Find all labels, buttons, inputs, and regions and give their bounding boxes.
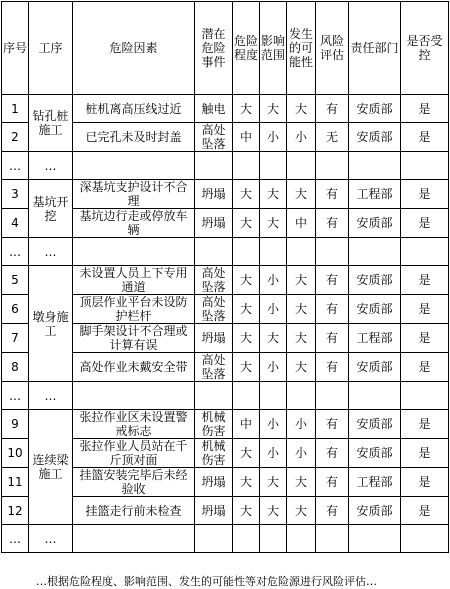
cell-seq: 5 [2, 266, 29, 295]
cell-event: 坍塌 [195, 324, 233, 353]
ellipsis-cell [260, 238, 287, 266]
ellipsis-cell [316, 382, 349, 410]
cell-assessment: 无 [316, 123, 349, 152]
cell-assessment: 有 [316, 353, 349, 382]
ellipsis-cell [233, 152, 260, 180]
cell-factor: 已完孔未及时封盖 [73, 123, 195, 152]
cell-degree: 大 [233, 209, 260, 238]
cell-scope: 大 [260, 468, 287, 497]
ellipsis-cell [260, 382, 287, 410]
footer-text: …根据危险程度、影响范围、发生的可能性等对危险源进行风险评估… [36, 575, 377, 588]
cell-possibility: 小 [287, 410, 316, 439]
cell-factor: 未设置人员上下专用通道 [73, 266, 195, 295]
ellipsis-cell [316, 152, 349, 180]
cell-factor: 桩机离高压线过近 [73, 95, 195, 123]
cell-dept: 工程部 [349, 468, 401, 497]
cell-degree: 大 [233, 497, 260, 525]
ellipsis-cell [316, 525, 349, 553]
cell-degree: 大 [233, 353, 260, 382]
ellipsis-cell [233, 382, 260, 410]
cell-possibility: 大 [287, 180, 316, 209]
ellipsis-row [2, 152, 449, 180]
ellipsis-cell [349, 152, 401, 180]
ellipsis-cell [349, 238, 401, 266]
cell-controlled: 是 [401, 123, 449, 152]
cell-event: 机械伤害 [195, 410, 233, 439]
cell-event: 高处坠落 [195, 295, 233, 324]
cell-seq: 10 [2, 439, 29, 468]
cell-factor: 高处作业未戴安全带 [73, 353, 195, 382]
cell-event: 坍塌 [195, 180, 233, 209]
group-drill: 钻孔桩施工 [29, 95, 73, 152]
header-controlled: 是否受控 [401, 2, 449, 95]
header-possibility: 发生的可能性 [287, 2, 316, 95]
cell-seq: 7 [2, 324, 29, 353]
ellipsis-cell [316, 238, 349, 266]
cell-controlled: 是 [401, 180, 449, 209]
cell-assessment: 有 [316, 439, 349, 468]
ellipsis-cell [260, 152, 287, 180]
cell-degree: 大 [233, 439, 260, 468]
cell-factor: 基坑边行走或停放车辆 [73, 209, 195, 238]
cell-degree: 中 [233, 410, 260, 439]
cell-seq: 1 [2, 95, 29, 123]
cell-degree: 中 [233, 123, 260, 152]
header-row [2, 2, 449, 95]
cell-factor: 脚手架设计不合理或计算有误 [73, 324, 195, 353]
cell-scope: 小 [260, 439, 287, 468]
ellipsis-cell [349, 525, 401, 553]
ellipsis-cell [401, 152, 449, 180]
ellipsis-cell: … [2, 382, 29, 410]
cell-factor: 顶层作业平台未设防护栏杆 [73, 295, 195, 324]
cell-possibility: 小 [287, 439, 316, 468]
ellipsis-cell [233, 525, 260, 553]
cell-seq: 2 [2, 123, 29, 152]
cell-seq: 9 [2, 410, 29, 439]
header-scope: 影响范围 [260, 2, 287, 95]
ellipsis-cell [195, 382, 233, 410]
ellipsis-cell [73, 238, 195, 266]
cell-dept: 安质部 [349, 295, 401, 324]
ellipsis-cell [195, 238, 233, 266]
cell-dept: 安质部 [349, 123, 401, 152]
cell-scope: 小 [260, 123, 287, 152]
ellipsis-cell [287, 525, 316, 553]
ellipsis-cell [195, 525, 233, 553]
ellipsis-cell [349, 382, 401, 410]
ellipsis-cell: … [2, 525, 29, 553]
cell-event: 高处坠落 [195, 266, 233, 295]
cell-degree: 大 [233, 266, 260, 295]
ellipsis-cell: … [2, 238, 29, 266]
cell-controlled: 是 [401, 266, 449, 295]
cell-scope: 大 [260, 180, 287, 209]
cell-factor: 深基坑支护设计不合理 [73, 180, 195, 209]
cell-dept: 安质部 [349, 353, 401, 382]
cell-event: 机械伤害 [195, 439, 233, 468]
header-assessment: 风险评估 [316, 2, 349, 95]
cell-dept: 安质部 [349, 95, 401, 123]
cell-possibility: 小 [287, 123, 316, 152]
ellipsis-cell [401, 382, 449, 410]
cell-assessment: 有 [316, 266, 349, 295]
header-dept: 责任部门 [349, 2, 401, 95]
cell-controlled: 是 [401, 295, 449, 324]
cell-controlled: 是 [401, 324, 449, 353]
group-pit: 基坑开挖 [29, 180, 73, 238]
cell-scope: 大 [260, 95, 287, 123]
cell-factor: 张拉作业人员站在千斤顶对面 [73, 439, 195, 468]
cell-controlled: 是 [401, 497, 449, 525]
cell-scope: 大 [260, 497, 287, 525]
cell-controlled: 是 [401, 439, 449, 468]
ellipsis-cell [287, 238, 316, 266]
cell-assessment: 有 [316, 497, 349, 525]
cell-possibility: 中 [287, 209, 316, 238]
cell-event: 坍塌 [195, 209, 233, 238]
cell-dept: 工程部 [349, 180, 401, 209]
cell-possibility: 大 [287, 353, 316, 382]
ellipsis-cell [73, 152, 195, 180]
cell-controlled: 是 [401, 95, 449, 123]
cell-controlled: 是 [401, 209, 449, 238]
cell-seq: 11 [2, 468, 29, 497]
cell-assessment: 有 [316, 95, 349, 123]
ellipsis-cell: … [29, 525, 73, 553]
cell-scope: 小 [260, 295, 287, 324]
group-beam: 连续梁施工 [29, 410, 73, 525]
cell-scope: 大 [260, 209, 287, 238]
cell-degree: 大 [233, 180, 260, 209]
cell-possibility: 大 [287, 497, 316, 525]
ellipsis-row [2, 238, 449, 266]
cell-dept: 安质部 [349, 209, 401, 238]
cell-scope: 大 [260, 324, 287, 353]
cell-seq: 12 [2, 497, 29, 525]
cell-seq: 6 [2, 295, 29, 324]
cell-degree: 大 [233, 324, 260, 353]
header-process: 工序 [29, 2, 73, 95]
ellipsis-cell [73, 382, 195, 410]
cell-event: 触电 [195, 95, 233, 123]
header-event: 潜在危险事件 [195, 2, 233, 95]
cell-seq: 3 [2, 180, 29, 209]
header-factor: 危险因素 [73, 2, 195, 95]
cell-seq: 4 [2, 209, 29, 238]
cell-possibility: 大 [287, 95, 316, 123]
cell-event: 坍塌 [195, 468, 233, 497]
ellipsis-cell [401, 238, 449, 266]
cell-dept: 安质部 [349, 439, 401, 468]
cell-scope: 小 [260, 266, 287, 295]
cell-controlled: 是 [401, 353, 449, 382]
risk-table [1, 1, 449, 553]
cell-assessment: 有 [316, 295, 349, 324]
ellipsis-cell [233, 238, 260, 266]
header-seq: 序号 [2, 2, 29, 95]
ellipsis-cell: … [29, 152, 73, 180]
cell-assessment: 有 [316, 410, 349, 439]
table-row [2, 95, 449, 123]
cell-degree: 大 [233, 295, 260, 324]
cell-factor: 挂篮走行前未检查 [73, 497, 195, 525]
ellipsis-row [2, 382, 449, 410]
table-row [2, 180, 449, 209]
table-row [2, 266, 449, 295]
cell-assessment: 有 [316, 209, 349, 238]
cell-seq: 8 [2, 353, 29, 382]
cell-event: 高处坠落 [195, 123, 233, 152]
cell-degree: 大 [233, 95, 260, 123]
cell-scope: 小 [260, 353, 287, 382]
cell-assessment: 有 [316, 180, 349, 209]
cell-controlled: 是 [401, 468, 449, 497]
cell-possibility: 大 [287, 295, 316, 324]
cell-dept: 安质部 [349, 410, 401, 439]
cell-possibility: 大 [287, 266, 316, 295]
cell-possibility: 大 [287, 324, 316, 353]
cell-controlled: 是 [401, 410, 449, 439]
cell-assessment: 有 [316, 324, 349, 353]
group-pier: 墩身施工 [29, 266, 73, 382]
ellipsis-cell [73, 525, 195, 553]
cell-dept: 工程部 [349, 324, 401, 353]
cell-factor: 张拉作业区未设置警戒标志 [73, 410, 195, 439]
ellipsis-cell: … [29, 238, 73, 266]
cell-event: 高处坠落 [195, 353, 233, 382]
ellipsis-row [2, 525, 449, 553]
cell-factor: 挂篮安装完毕后未经验收 [73, 468, 195, 497]
cell-dept: 安质部 [349, 266, 401, 295]
ellipsis-cell [260, 525, 287, 553]
ellipsis-cell [195, 152, 233, 180]
cell-possibility: 大 [287, 468, 316, 497]
ellipsis-cell [287, 382, 316, 410]
cell-scope: 小 [260, 410, 287, 439]
header-degree: 危险程度 [233, 2, 260, 95]
cell-degree: 大 [233, 468, 260, 497]
table-row [2, 410, 449, 439]
cell-event: 坍塌 [195, 497, 233, 525]
ellipsis-cell: … [29, 382, 73, 410]
ellipsis-cell [401, 525, 449, 553]
ellipsis-cell [287, 152, 316, 180]
cell-dept: 安质部 [349, 497, 401, 525]
ellipsis-cell: … [2, 152, 29, 180]
cell-assessment: 有 [316, 468, 349, 497]
